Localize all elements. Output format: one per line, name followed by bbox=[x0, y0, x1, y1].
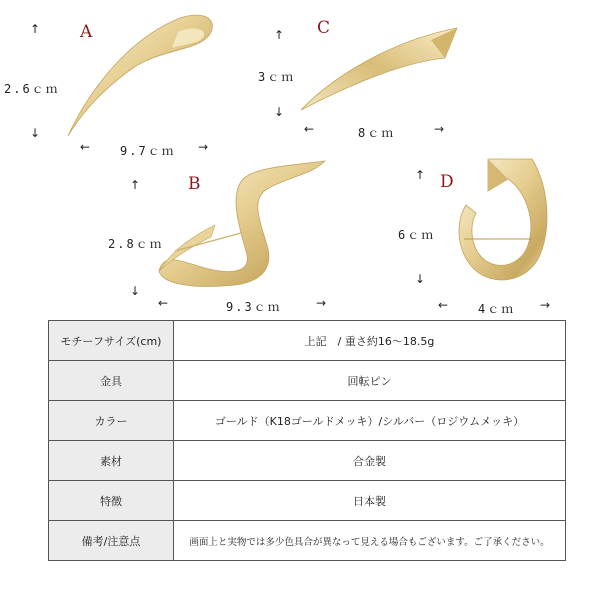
height-down-arrow-d: ↓ bbox=[415, 272, 426, 286]
width-left-arrow-d: ← bbox=[438, 298, 449, 312]
brooch-b-height: 2.8ｃｍ bbox=[108, 237, 164, 251]
spec-label: 備考/注意点 bbox=[49, 521, 174, 561]
height-up-arrow-d: ↑ bbox=[415, 168, 426, 182]
width-right-arrow-d: → bbox=[540, 298, 551, 312]
brooch-c-letter: C bbox=[317, 18, 331, 38]
spec-row bbox=[49, 441, 566, 481]
spec-label: モチーフサイズ(cm) bbox=[49, 321, 174, 361]
spec-value: 合金製 bbox=[174, 441, 566, 481]
spec-row bbox=[49, 321, 566, 361]
brooch-d-image bbox=[452, 155, 552, 290]
spec-row bbox=[49, 361, 566, 401]
brooch-b-letter: B bbox=[188, 174, 201, 194]
width-right-arrow-b: → bbox=[316, 296, 327, 310]
spec-value: 日本製 bbox=[174, 481, 566, 521]
brooch-d-width: 4ｃｍ bbox=[478, 302, 516, 316]
brooch-d-height: 6ｃｍ bbox=[398, 228, 436, 242]
spec-table bbox=[48, 320, 566, 561]
spec-row bbox=[49, 481, 566, 521]
brooch-b-image bbox=[155, 155, 330, 290]
width-left-arrow-b: ← bbox=[158, 296, 169, 310]
width-right-arrow-a: → bbox=[198, 140, 209, 154]
width-left-arrow-a: ← bbox=[80, 140, 91, 154]
spec-label: 素材 bbox=[49, 441, 174, 481]
spec-row bbox=[49, 401, 566, 441]
brooch-c-height: 3ｃｍ bbox=[258, 70, 296, 84]
height-up-arrow-b: ↑ bbox=[130, 178, 141, 192]
spec-value: 回転ピン bbox=[174, 361, 566, 401]
height-down-arrow-c: ↓ bbox=[274, 105, 285, 119]
spec-label: 金具 bbox=[49, 361, 174, 401]
brooch-c-width: 8ｃｍ bbox=[358, 126, 396, 140]
height-up-arrow-a: ↑ bbox=[30, 22, 41, 36]
spec-label: カラー bbox=[49, 401, 174, 441]
spec-value: 上記 / 重さ約16〜18.5g bbox=[174, 321, 566, 361]
brooch-a-width: 9.7ｃｍ bbox=[120, 144, 176, 158]
height-up-arrow-c: ↑ bbox=[274, 28, 285, 42]
brooch-b-width: 9.3ｃｍ bbox=[226, 300, 282, 314]
brooch-a-letter: A bbox=[80, 22, 93, 42]
brooch-d-letter: D bbox=[440, 172, 454, 192]
brooch-a-image bbox=[60, 8, 220, 138]
spec-row bbox=[49, 521, 566, 561]
height-down-arrow-a: ↓ bbox=[30, 126, 41, 140]
brooch-c-image bbox=[295, 18, 465, 118]
height-down-arrow-b: ↓ bbox=[130, 284, 141, 298]
spec-value: ゴールド（K18ゴールドメッキ）/シルバー（ロジウムメッキ） bbox=[174, 401, 566, 441]
width-right-arrow-c: → bbox=[434, 122, 445, 136]
spec-label: 特徴 bbox=[49, 481, 174, 521]
width-left-arrow-c: ← bbox=[304, 122, 315, 136]
brooch-a-height: 2.6ｃｍ bbox=[4, 82, 60, 96]
spec-value: 画面上と実物では多少色具合が異なって見える場合もございます。ご了承ください。 bbox=[174, 521, 566, 561]
